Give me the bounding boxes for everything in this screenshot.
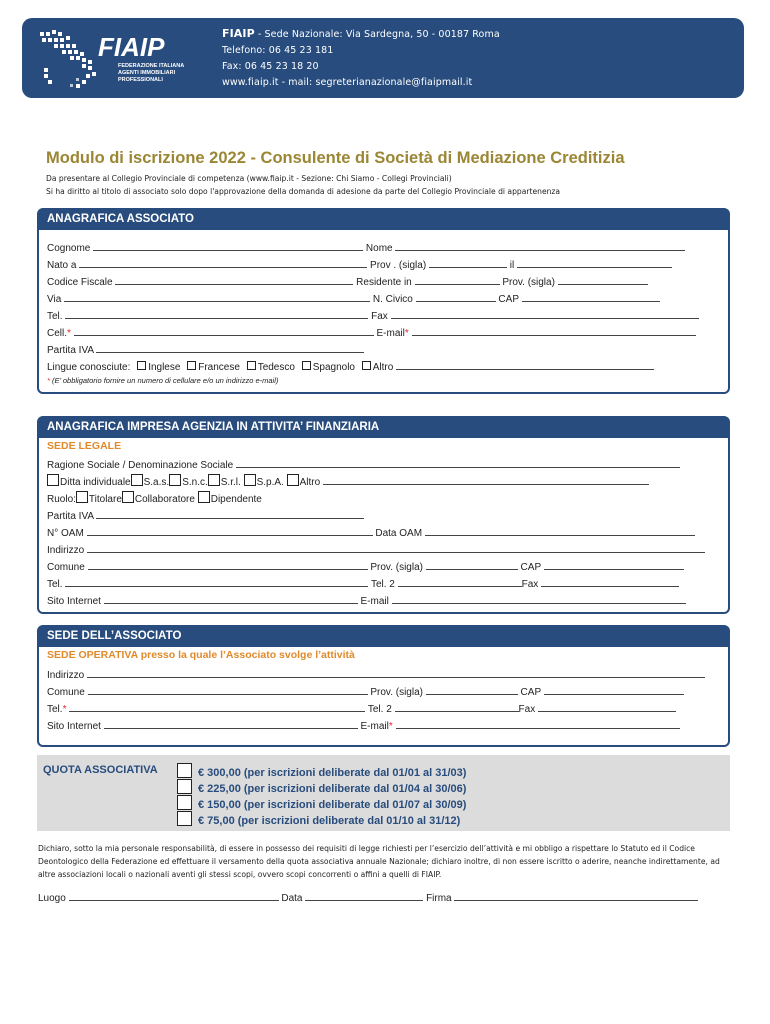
obbligatorio-note: (E’ obbligatorio fornire un numero di cellulare e/o un indirizzo e-mail) xyxy=(52,376,279,385)
form-subtitle-1: Da presentare al Collegio Provinciale di competenza (www.fiaip.it - Sezione: Chi Siamo - Collegi Provinciali) xyxy=(46,174,452,183)
quota-option-75: € 75,00 (per iscrizioni deliberate dal 01/10 al 31/12) xyxy=(198,815,461,827)
checkbox-collaboratore[interactable] xyxy=(122,491,134,503)
sede-fax-field[interactable] xyxy=(538,701,676,712)
residenza-field[interactable] xyxy=(415,274,500,285)
form-subtitle-2: Si ha diritto al titolo di associato solo dopo l'approvazione della domanda di adesione da parte del Collegio Provinciale di appartenenza xyxy=(46,187,561,196)
ragione-sociale-field[interactable] xyxy=(236,457,680,468)
impresa-fax-field[interactable] xyxy=(541,576,679,587)
data-field[interactable] xyxy=(305,890,423,901)
org-name: FIAIP xyxy=(222,27,255,40)
checkbox-snc[interactable] xyxy=(169,474,181,486)
org-fax: Fax: 06 45 23 18 20 xyxy=(222,61,319,72)
cap-field[interactable] xyxy=(522,291,660,302)
codice-fiscale-field[interactable] xyxy=(115,274,353,285)
section-heading: SEDE DELL’ASSOCIATO xyxy=(39,627,728,647)
email-field[interactable] xyxy=(412,325,696,336)
org-address: - Sede Nazionale: Via Sardegna, 50 - 00187 Roma xyxy=(254,29,500,40)
impresa-tel2-field[interactable] xyxy=(398,576,522,587)
checkbox-quota-150[interactable] xyxy=(177,795,192,810)
section-anagrafica-impresa: ANAGRAFICA IMPRESA AGENZIA IN ATTIVITA’ FINANZIARIA SEDE LEGALE Ragione Sociale / Denominazione Sociale Ditta individuale S.a.s. S.n.c. S.r.l. S.p.A. Altro Ruolo: Titolare Collaboratore Dipendente Partita IVA N° OAM Data OAM Indirizzo Comune Prov. (sigla) CAP Tel. Tel. 2 Fax Sito Internet E-mail xyxy=(37,416,730,614)
section-sede-associato: SEDE DELL’ASSOCIATO SEDE OPERATIVA presso la quale l’Associato svolge l’attività Indirizzo Comune Prov. (sigla) CAP Tel.* Tel. 2 Fax Sito Internet E-mail* xyxy=(37,625,730,747)
sede-sito-field[interactable] xyxy=(104,718,358,729)
checkbox-altro[interactable] xyxy=(362,361,371,370)
org-web[interactable]: www.fiaip.it - mail: segreterianazionale@fiaipmail.it xyxy=(222,77,473,88)
quota-option-300: € 300,00 (per iscrizioni deliberate dal 01/01 al 31/03) xyxy=(198,767,467,779)
sede-cap-field[interactable] xyxy=(544,684,684,695)
checkbox-spagnolo[interactable] xyxy=(302,361,311,370)
section-heading: ANAGRAFICA IMPRESA AGENZIA IN ATTIVITA’ FINANZIARIA xyxy=(39,418,728,438)
section-heading: ANAGRAFICA ASSOCIATO xyxy=(39,210,728,230)
piva-field[interactable] xyxy=(96,342,364,353)
quota-label: QUOTA ASSOCIATIVA xyxy=(43,764,158,776)
luogo-field[interactable] xyxy=(69,890,279,901)
prov-nascita-field[interactable] xyxy=(429,257,507,268)
checkbox-sas[interactable] xyxy=(131,474,143,486)
checkbox-francese[interactable] xyxy=(187,361,196,370)
impresa-tel-field[interactable] xyxy=(65,576,368,587)
nome-field[interactable] xyxy=(395,240,685,251)
checkbox-quota-225[interactable] xyxy=(177,779,192,794)
impresa-cap-field[interactable] xyxy=(544,559,684,570)
sede-email-field[interactable] xyxy=(396,718,680,729)
checkbox-spa[interactable] xyxy=(244,474,256,486)
cognome-field[interactable] xyxy=(93,240,363,251)
form-title: Modulo di iscrizione 2022 - Consulente di Società di Mediazione Creditizia xyxy=(46,149,625,167)
quota-option-225: € 225,00 (per iscrizioni deliberate dal 01/04 al 30/06) xyxy=(198,783,467,795)
cell-field[interactable] xyxy=(74,325,374,336)
checkbox-altro-forma[interactable] xyxy=(287,474,299,486)
checkbox-inglese[interactable] xyxy=(137,361,146,370)
quota-associativa-panel xyxy=(37,755,730,831)
data-nascita-field[interactable] xyxy=(517,257,672,268)
tel-field[interactable] xyxy=(65,308,368,319)
impresa-piva-field[interactable] xyxy=(96,508,364,519)
svg-text:FIAIP: FIAIP xyxy=(98,32,165,62)
letterhead xyxy=(22,18,744,98)
sede-comune-field[interactable] xyxy=(88,684,368,695)
checkbox-srl[interactable] xyxy=(208,474,220,486)
via-field[interactable] xyxy=(64,291,370,302)
checkbox-ditta[interactable] xyxy=(47,474,59,486)
altre-lingue-field[interactable] xyxy=(396,359,654,370)
sede-indirizzo-field[interactable] xyxy=(87,667,705,678)
altra-forma-field[interactable] xyxy=(323,474,649,485)
checkbox-tedesco[interactable] xyxy=(247,361,256,370)
sede-legale-label: SEDE LEGALE xyxy=(47,440,122,452)
signature-row: Luogo Data Firma xyxy=(38,890,698,904)
svg-text:PROFESSIONALI: PROFESSIONALI xyxy=(118,77,163,83)
checkbox-quota-300[interactable] xyxy=(177,763,192,778)
civico-field[interactable] xyxy=(416,291,496,302)
sede-prov-field[interactable] xyxy=(426,684,518,695)
letterhead-contacts xyxy=(222,26,500,91)
impresa-prov-field[interactable] xyxy=(426,559,518,570)
svg-text:AGENTI IMMOBILIARI: AGENTI IMMOBILIARI xyxy=(118,70,176,76)
fiaip-logo xyxy=(32,24,217,94)
sede-tel2-field[interactable] xyxy=(395,701,519,712)
impresa-sito-field[interactable] xyxy=(104,593,358,604)
impresa-email-field[interactable] xyxy=(392,593,686,604)
declaration-text: Dichiaro, sotto la mia personale responsabilità, di essere in possesso dei requisiti di legge richiesti per l’esercizio dell’attività e mi obbligo a rispettare lo Statuto ed il Codice Deontologico della Federazione ed effettuare il versamento della quota associativa annuale Nazionale; dichiaro inoltre, di non essere iscritto o aderire, neanche indirettamente, ad altre associazioni locali o nazionali aventi gli stessi scopi, ovvero scopi concorrenti o affini a quelli di FIAIP. xyxy=(38,844,720,879)
svg-text:FEDERAZIONE ITALIANA: FEDERAZIONE ITALIANA xyxy=(118,63,185,69)
data-oam-field[interactable] xyxy=(425,525,695,536)
impresa-comune-field[interactable] xyxy=(88,559,368,570)
oam-field[interactable] xyxy=(87,525,373,536)
checkbox-dipendente[interactable] xyxy=(198,491,210,503)
luogo-nascita-field[interactable] xyxy=(79,257,367,268)
quota-option-150: € 150,00 (per iscrizioni deliberate dal 01/07 al 30/09) xyxy=(198,799,467,811)
section-anagrafica-associato: ANAGRAFICA ASSOCIATO Cognome Nome Nato a Prov . (sigla) il Codice Fiscale Residente in Prov. (sigla) Via N. Civico CAP Tel. Fax Cell.* E-mail* Partita IVA Lingue conosciute: Inglese Francese Tedesco Spagnolo Altro * (E’ obbligatorio fornire un numero di cellulare e/o un indirizzo e-mail) xyxy=(37,208,730,394)
firma-field[interactable] xyxy=(454,890,698,901)
prov-residenza-field[interactable] xyxy=(558,274,648,285)
impresa-indirizzo-field[interactable] xyxy=(87,542,705,553)
sede-operativa-label: SEDE OPERATIVA presso la quale l’Associato svolge l’attività xyxy=(47,649,355,661)
org-phone: Telefono: 06 45 23 181 xyxy=(222,45,334,56)
fax-field[interactable] xyxy=(391,308,699,319)
sede-tel-field[interactable] xyxy=(69,701,365,712)
checkbox-quota-75[interactable] xyxy=(177,811,192,826)
checkbox-titolare[interactable] xyxy=(76,491,88,503)
